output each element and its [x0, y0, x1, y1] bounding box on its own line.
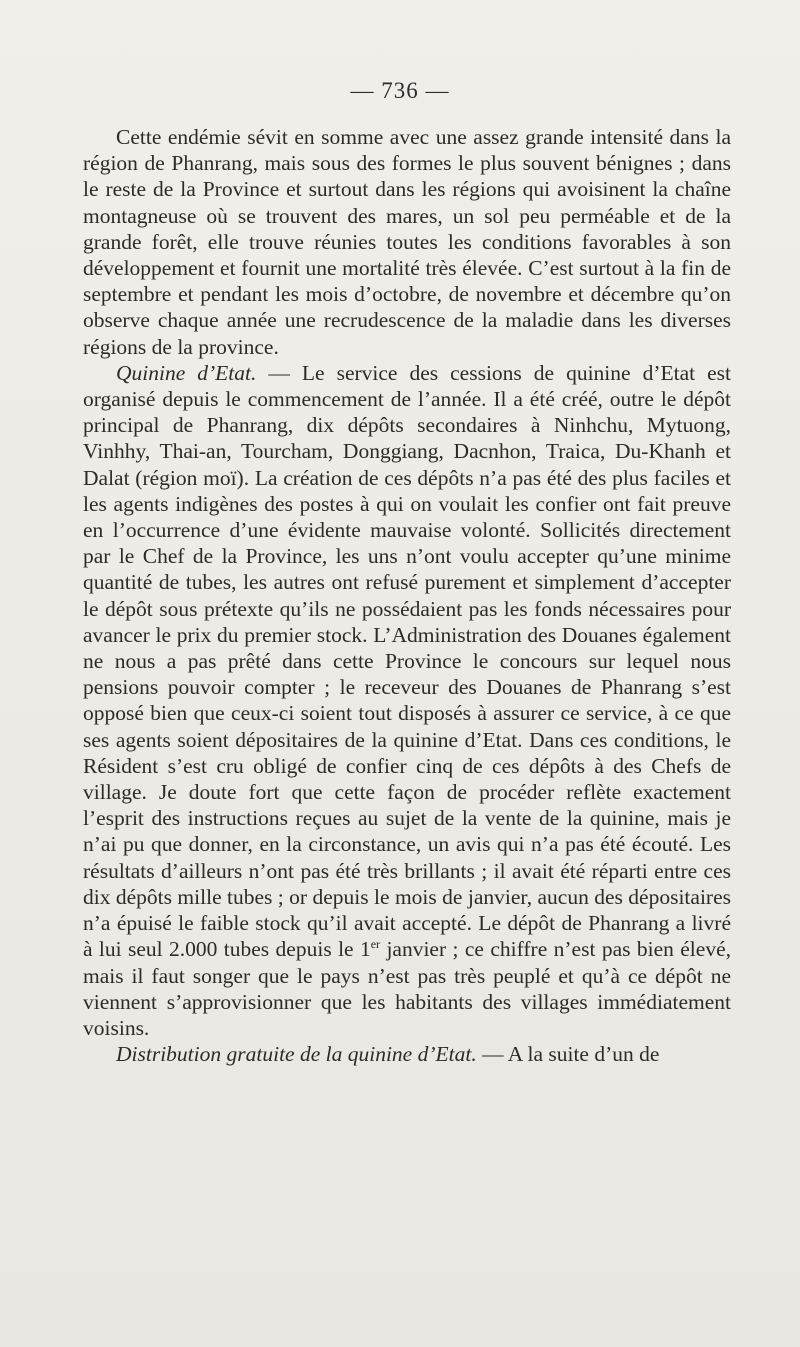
body-text	[83, 124, 731, 1067]
paragraph-distribution	[83, 1041, 731, 1067]
section-title-quinine: Quinine d’Etat.	[116, 360, 257, 385]
paragraph-text: — Le service des cessions de quinine d’Etat est organisé depuis le commencement de l’année. Il a été créé, outre le dépôt principal de Phanrang, dix dépôts secondaires à Ninhchu, Mytuong, Vinhhy, Thai-an, Tourcham, Donggiang, Dacnhon, Traica, Du-Khanh et Dalat (région moï). La création de ces dépôts n’a pas été des plus faciles et les agents indigènes des postes à qui on voulait les confier ont fait preuve en l’occurrence d’une évidente mauvaise volonté. Sollicités directement par le Chef de la Province, les uns n’ont voulu accepter qu’une minime quantité de tubes, les autres ont refusé purement et simplement d’accepter le dépôt sous prétexte qu’ils ne possédaient pas les fonds nécessaires pour avancer le prix du premier stock. L’Administration des Douanes également ne nous a pas prêté dans cette Province le concours sur lequel nous pensions pouvoir compter ; le receveur des Douanes de Phanrang s’est opposé bien que ceux-ci soient tout disposés à assurer ce service, à ce que ses agents soient dépositaires de la quinine d’Etat. Dans ces conditions, le Résident s’est cru obligé de confier cinq de ces dépôts à des Chefs de village. Je doute fort que cette façon de procéder reflète exactement l’esprit des instructions reçues au sujet de la vente de la quinine, mais je n’ai pu que donner, en la circonstance, un avis qui n’a pas été écouté. Les résultats d’ailleurs n’ont pas été très brillants ; il avait été réparti entre ces dix dépôts mille tubes ; or depuis le mois de janvier, aucun des dépositaires n’a épuisé le faible stock qu’il avait accepté. Le dépôt de Phanrang a livré à lui seul 2.000 tubes depuis le 1	[83, 360, 731, 962]
paragraph-quinine-etat	[83, 360, 731, 1041]
section-title-distribution: Distribution gratuite de la quinine d’Etat.	[116, 1042, 477, 1067]
paragraph-endemie	[83, 124, 731, 360]
paragraph-text: — A la suite d’un de	[476, 1042, 660, 1067]
paragraph-text-continued: janvier ; ce chiffre n’est pas bien élevé, mais il faut songer que le pays n’est pas très peuplé et qu’à ce dépôt ne viennent s’approvisionner que les habitants des villages immédiatement voisins.	[83, 937, 731, 1040]
superscript-er: er	[370, 937, 381, 952]
page-number: — 736 —	[350, 78, 450, 103]
paragraph-text: Cette endémie sévit en somme avec une assez grande intensité dans la région de Phanrang, mais sous des formes le plus souvent bénignes ; dans le reste de la Province et surtout dans les régions qui avoisinent la chaîne montagneuse où se trouvent des mares, un sol peu perméable et de la grande forêt, elle trouve réunies toutes les conditions favorables à son développement et fournit une mortalité très élevée. C’est surtout à la fin de septembre et pendant les mois d’octobre, de novembre et décembre qu’on observe chaque année une recrudescence de la maladie dans les diverses régions de la province.	[83, 125, 731, 359]
